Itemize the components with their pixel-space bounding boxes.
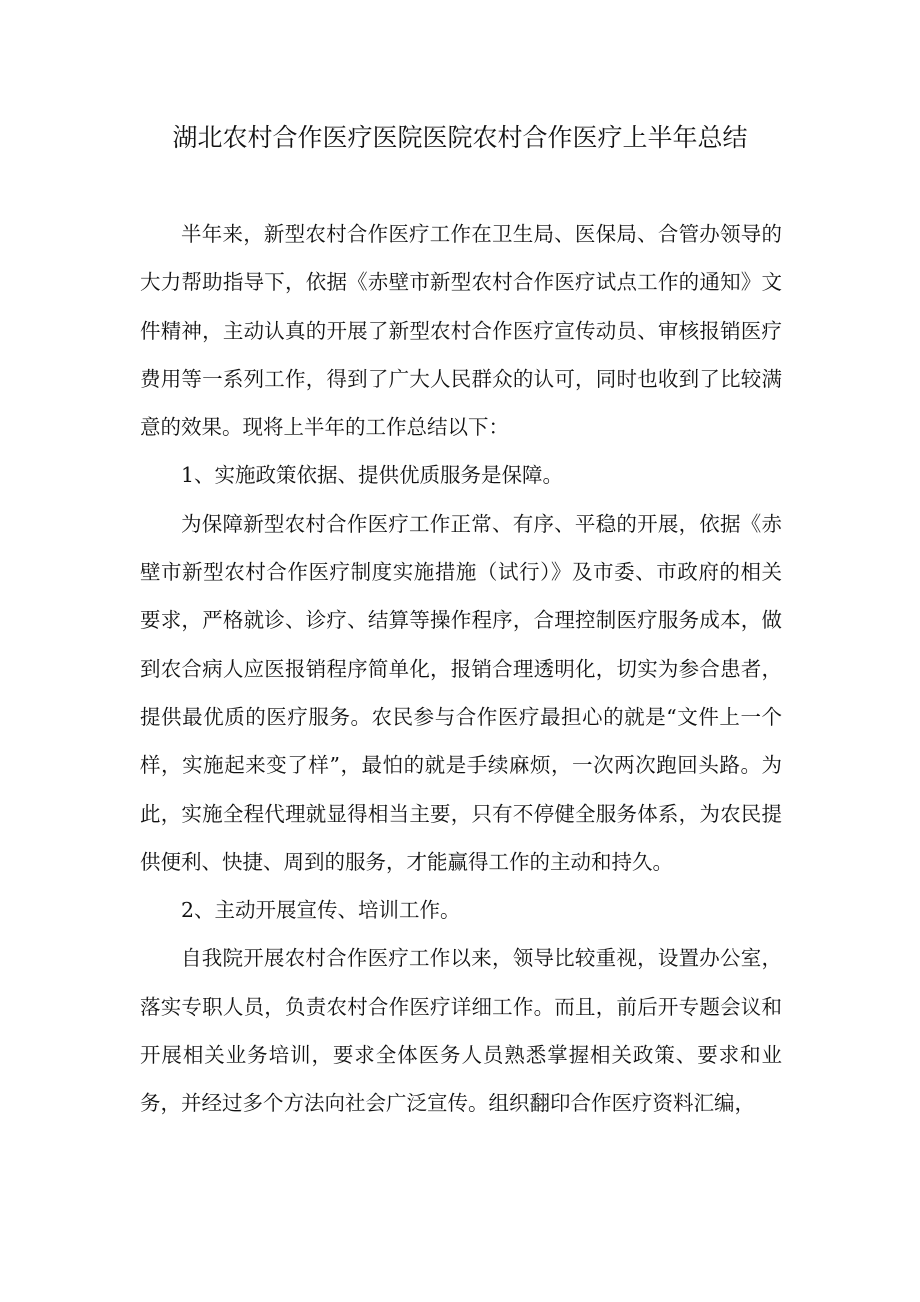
paragraph-section-1: 为保障新型农村合作医疗工作正常、有序、平稳的开展，依据《赤壁市新型农村合作医疗制度实施措施（试行）》及市委、市政府的相关要求，严格就诊、诊疗、结算等操作程序，合理控制医疗服务成本，做到农合病人应医报销程序简单化，报销合理透明化，切实为参合患者，提供最优质的医疗服务。农民参与合作医疗最担心的就是“文件上一个样，实施起来变了样”，最怕的就是手续麻烦，一次两次跑回头路。为此，实施全程代理就显得相当主要，只有不停健全服务体系，为农民提供便利、快捷、周到的服务，才能赢得工作的主动和持久。 (140, 511, 782, 874)
document-title: 湖北农村合作医疗医院医院农村合作医疗上半年总结 (172, 123, 748, 152)
paragraph-intro: 半年来，新型农村合作医疗工作在卫生局、医保局、合管办领导的大力帮助指导下，依据《赤壁市新型农村合作医疗试点工作的通知》文件精神，主动认真的开展了新型农村合作医疗宣传动员、审核报销医疗费用等一系列工作，得到了广大人民群众的认可，同时也收到了比较满意的效果。现将上半年的工作总结以下： (140, 222, 782, 440)
section-heading-1: 1、实施政策依据、提供优质服务是保障。 (181, 463, 564, 488)
section-heading-2: 2、主动开展宣传、培训工作。 (181, 898, 461, 923)
document-body (140, 210, 782, 1128)
paragraph-section-2: 自我院开展农村合作医疗工作以来，领导比较重视，设置办公室，落实专职人员，负责农村合作医疗详细工作。而且，前后开专题会议和开展相关业务培训，要求全体医务人员熟悉掌握相关政策、要求和业务，并经过多个方法向社会广泛宣传。组织翻印合作医疗资料汇编， (140, 946, 782, 1116)
